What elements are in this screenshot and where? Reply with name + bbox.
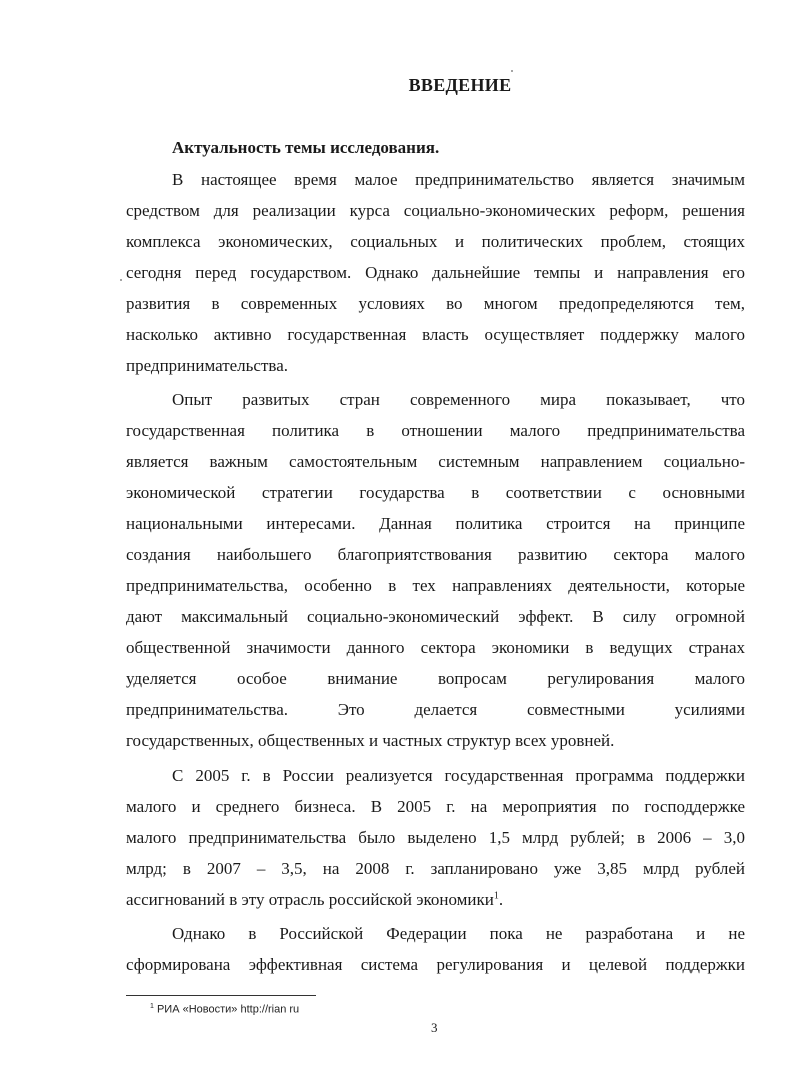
text-span: ассигнований в эту отрасль российской экономики — [126, 890, 494, 909]
text-line: развития в современных условиях во многом предопределяются тем, — [126, 294, 745, 313]
text-line: С 2005 г. в России реализуется государственная программа поддержки — [172, 766, 745, 785]
text-line: малого и среднего бизнеса. В 2005 г. на мероприятия по господдержке — [126, 797, 745, 816]
section-subtitle: Актуальность темы исследования. — [172, 138, 440, 157]
text-line-with-footnote — [126, 890, 745, 910]
text-line: дают максимальный социально-экономический эффект. В силу огромной — [126, 607, 745, 626]
text-line: сформирована эффективная система регулирования и целевой поддержки — [126, 955, 745, 974]
text-line: предпринимательства. Это делается совместными усилиями — [126, 700, 745, 719]
text-line: млрд; в 2007 – 3,5, на 2008 г. запланировано уже 3,85 млрд рублей — [126, 859, 745, 878]
text-line: Опыт развитых стран современного мира показывает, что — [172, 390, 745, 409]
text-line: насколько активно государственная власть осуществляет поддержку малого — [126, 325, 745, 344]
scan-speck — [511, 70, 513, 72]
end-punctuation: . — [498, 890, 504, 909]
footnote — [150, 1003, 299, 1016]
footnote-text: РИА «Новости» http://rian ru — [156, 1003, 300, 1016]
text-line: является важным самостоятельным системным направлением социально- — [126, 452, 745, 471]
text-line: общественной значимости данного сектора экономики в ведущих странах — [126, 638, 745, 657]
text-line: предпринимательства. — [126, 356, 288, 375]
text-line: государственная политика в отношении малого предпринимательства — [126, 421, 745, 440]
text-line: государственных, общественных и частных структур всех уровней. — [126, 731, 615, 750]
text-line: сегодня перед государством. Однако дальнейшие темпы и направления его — [126, 263, 745, 282]
text-line: малого предпринимательства было выделено 1,5 млрд рублей; в 2006 – 3,0 — [126, 828, 745, 847]
text-line: предпринимательства, особенно в тех направлениях деятельности, которые — [126, 576, 745, 595]
text-line: средством для реализации курса социально-экономических реформ, решения — [126, 201, 745, 220]
scan-speck — [120, 279, 122, 281]
text-line: комплекса экономических, социальных и политических проблем, стоящих — [126, 232, 745, 251]
page-number: 3 — [431, 1020, 438, 1035]
text-line: Однако в Российской Федерации пока не разработана и не — [172, 924, 745, 943]
footnote-marker: 1 — [150, 1003, 154, 1010]
text-line: создания наибольшего благоприятствования развитию сектора малого — [126, 545, 745, 564]
page-title: ВВЕДЕНИЕ — [408, 75, 512, 95]
text-line: В настоящее время малое предпринимательство является значимым — [172, 170, 745, 189]
text-line: уделяется особое внимание вопросам регулирования малого — [126, 669, 745, 688]
text-line: экономической стратегии государства в соответствии с основными — [126, 483, 745, 502]
text-line: национальными интересами. Данная политика строится на принципе — [126, 514, 745, 533]
footnote-reference[interactable]: 1 — [493, 890, 499, 902]
footnote-divider — [126, 995, 316, 996]
